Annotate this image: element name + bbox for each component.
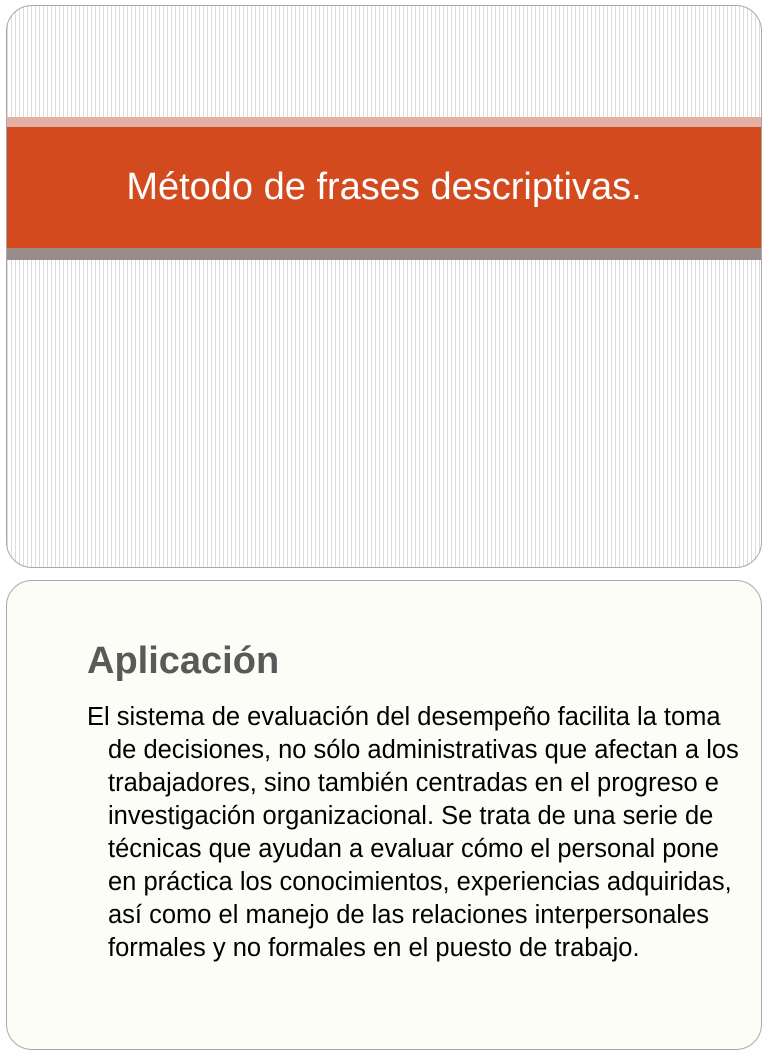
title-band-bottom-stripe bbox=[7, 248, 761, 260]
title-slide bbox=[6, 5, 762, 568]
content-slide bbox=[6, 580, 762, 1050]
body-paragraph: El sistema de evaluación del desempeño facilita la toma de decisiones, no sólo administrativas que afectan a los trabajadores, sino también centradas en el progreso e investigación organizacional. Se trata de una serie de técnicas que ayudan a evaluar cómo el personal pone en práctica los conocimientos, experiencias adquiridas, así como el manejo de las relaciones interpersonales formales y no formales en el puesto de trabajo. bbox=[87, 703, 739, 962]
title-band-top-stripe bbox=[7, 117, 761, 127]
section-heading: Aplicación bbox=[87, 640, 280, 682]
slide-title: Método de frases descriptivas. bbox=[126, 166, 642, 208]
